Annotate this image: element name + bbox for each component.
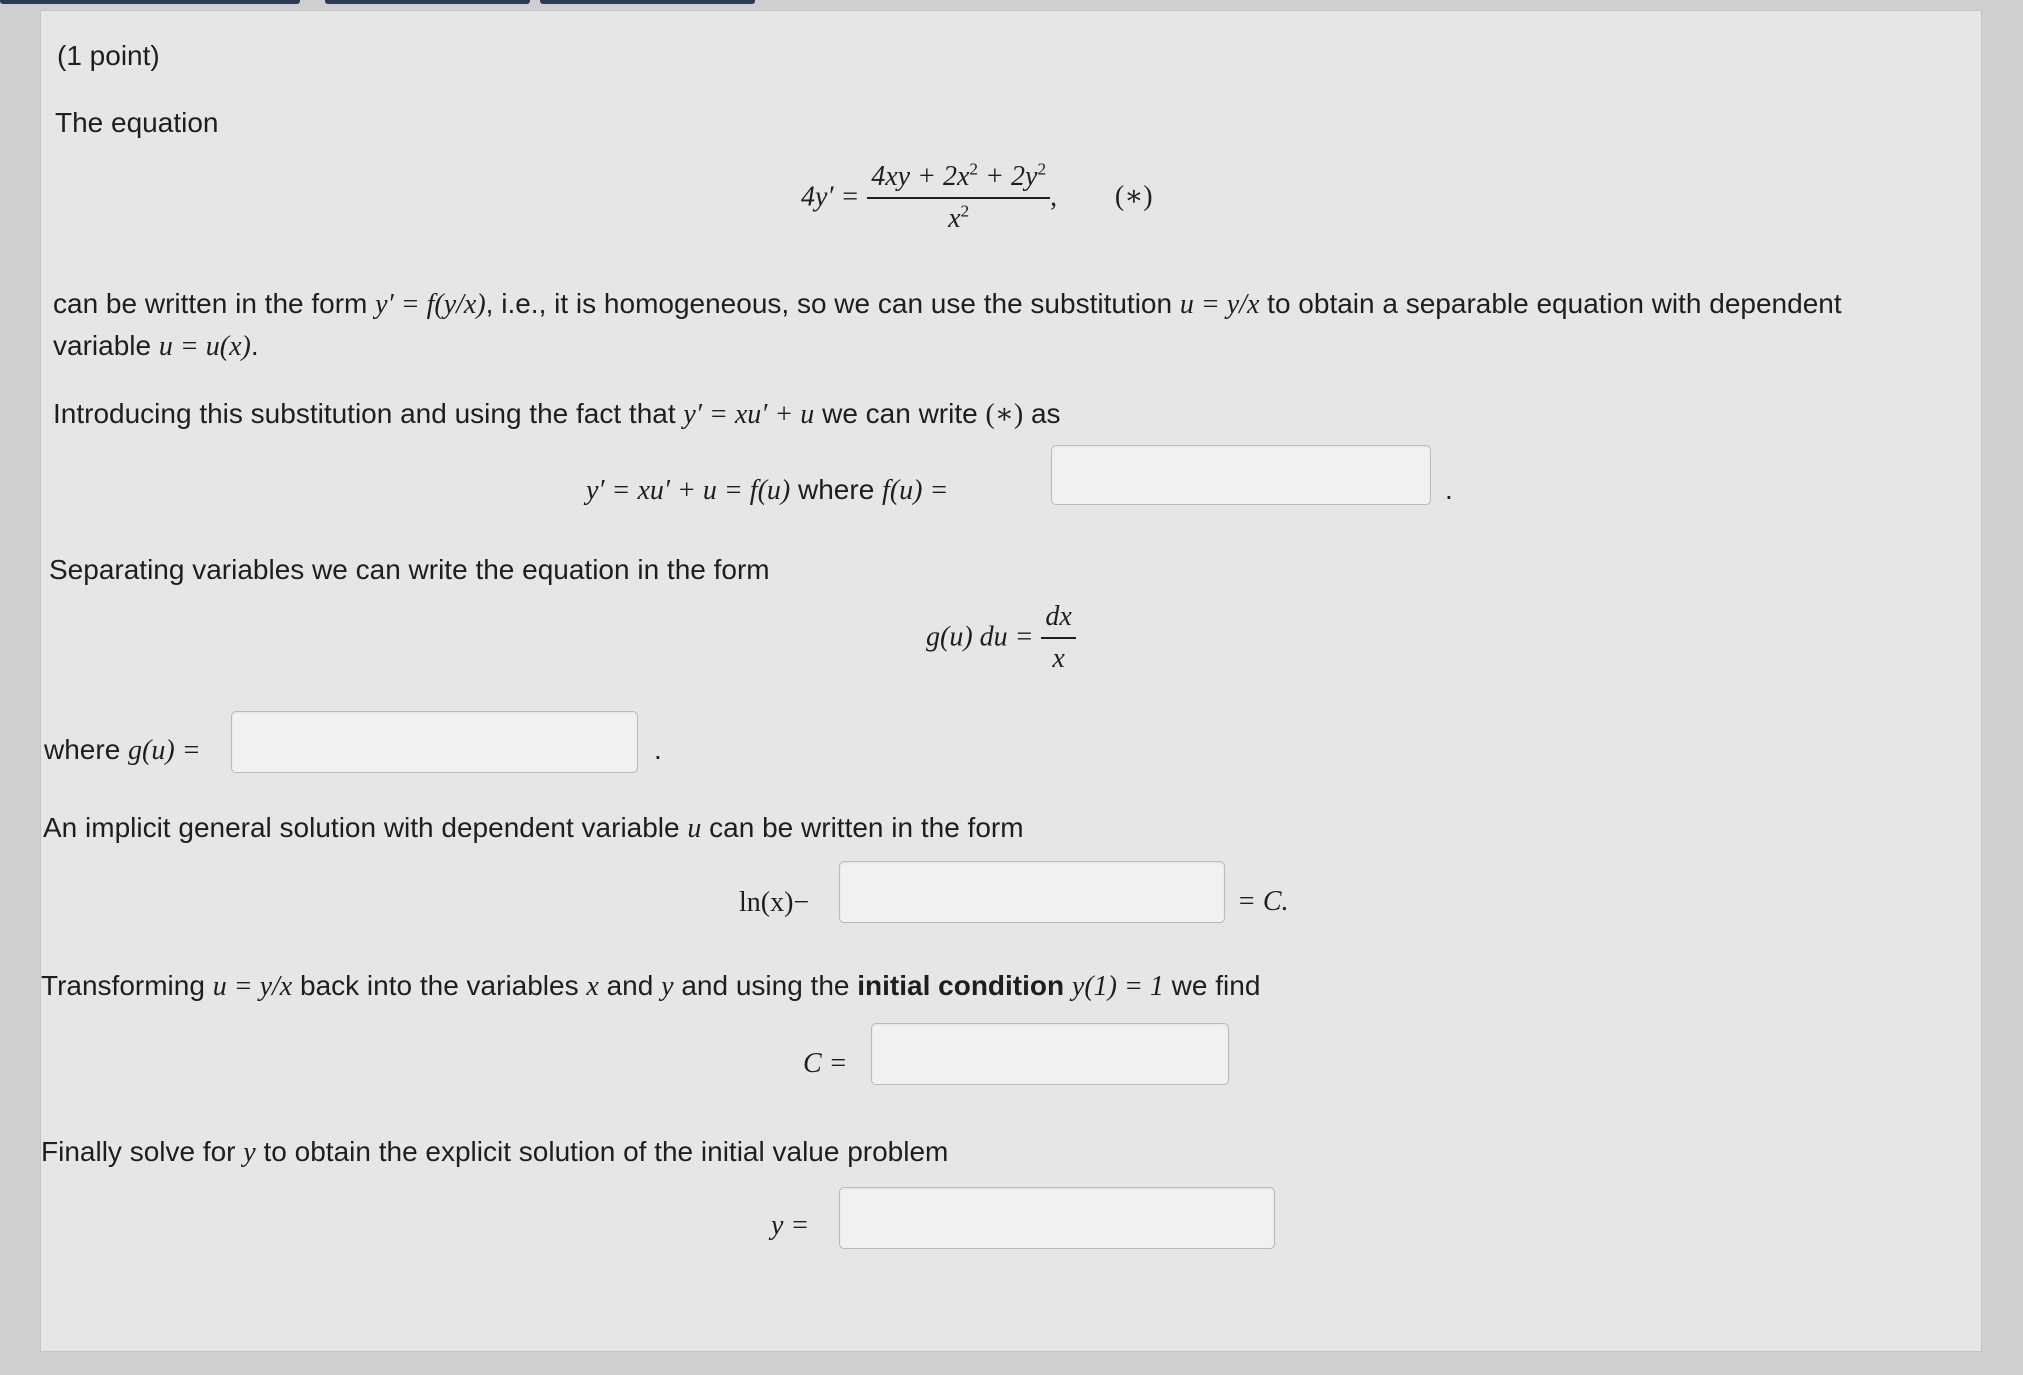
numerator-b: + 2y: [978, 161, 1038, 192]
y-answer-input[interactable]: [839, 1187, 1275, 1249]
y-label: y =: [771, 1210, 810, 1241]
exponent: 2: [1037, 159, 1047, 179]
numerator: dx: [1041, 601, 1075, 639]
text-span: as: [1023, 398, 1061, 429]
text-span: .: [250, 330, 259, 361]
math-span: y(1) = 1: [1071, 971, 1164, 1002]
paragraph-separating: Separating variables we can write the equation in the form: [49, 554, 770, 585]
text-span: Introducing this substitution and using the fact that: [53, 398, 684, 429]
text-span: can be written in the form: [701, 812, 1024, 843]
math-span: g(u) du =: [926, 621, 1034, 653]
math-span: y′ = xu′ + u = f(u): [586, 475, 791, 506]
paragraph-implicit: [43, 811, 1024, 846]
math-span: (∗): [985, 399, 1024, 430]
exponent: 2: [969, 159, 979, 179]
math-span: y: [661, 971, 674, 1002]
points-label: (1 point): [57, 40, 160, 71]
text-span: we can write: [814, 398, 986, 429]
math-span: x: [586, 971, 599, 1002]
g-u-answer-input[interactable]: [231, 711, 638, 773]
text-span: [1064, 970, 1072, 1001]
text-span: back into the variables: [292, 970, 587, 1001]
text-span: Finally solve for: [41, 1136, 244, 1167]
implicit-solution-answer-input[interactable]: [839, 861, 1225, 923]
text-span: , i.e., it is homogeneous, so we can use the substitution: [485, 288, 1180, 319]
equation-tag: (∗): [1114, 181, 1153, 213]
math-span: y′ = f(y/x): [375, 289, 486, 320]
paragraph-substitution: [53, 397, 1061, 432]
dx-over-x-fraction: [1041, 601, 1075, 675]
equation-f: [586, 473, 948, 508]
bold-text-span: initial condition: [857, 970, 1065, 1001]
period: .: [1445, 474, 1453, 505]
problem-panel: [40, 10, 1982, 1352]
text-span: and: [598, 970, 662, 1001]
text-span: can be written in the form: [53, 288, 376, 319]
c-answer-input[interactable]: [871, 1023, 1229, 1085]
math-span: u = y/x: [1179, 289, 1260, 320]
paragraph-transforming: [41, 969, 1260, 1004]
paragraph-homogeneous-cont: [53, 329, 259, 364]
implicit-lhs: [739, 885, 809, 920]
intro-text: The equation: [55, 107, 219, 138]
text-span: variable: [53, 330, 159, 361]
text-span: and using the: [673, 970, 858, 1001]
math-span: g(u) =: [128, 735, 201, 766]
comma: ,: [1050, 181, 1058, 213]
tab-indicator: [325, 0, 530, 4]
implicit-rhs: = C.: [1237, 886, 1289, 917]
f-u-answer-input[interactable]: [1051, 445, 1431, 505]
c-label: C =: [803, 1048, 848, 1079]
math-span: ln(x)−: [739, 887, 810, 918]
text-span: to obtain the explicit solution of the initial value problem: [255, 1136, 949, 1167]
where-g-label: [44, 733, 201, 768]
text-span: Transforming: [41, 970, 213, 1001]
denominator: x: [1052, 643, 1065, 674]
text-span: we find: [1163, 970, 1261, 1001]
main-equation-fraction: [867, 161, 1050, 235]
text-span: to obtain a separable equation with dependent: [1259, 288, 1842, 319]
paragraph-homogeneous: [53, 287, 1842, 322]
numerator-a: 4xy + 2x: [871, 161, 970, 192]
math-span: y: [243, 1137, 256, 1168]
tab-indicator: [540, 0, 755, 4]
main-equation: [801, 161, 1153, 235]
main-equation-lhs: 4y′ =: [801, 181, 860, 213]
math-span: y′ = xu′ + u: [683, 399, 815, 430]
text-span: where: [44, 734, 129, 765]
tab-indicator: [0, 0, 300, 4]
period: .: [654, 734, 662, 765]
math-span: f(u) =: [882, 475, 949, 506]
text-span: where: [790, 474, 883, 505]
paragraph-finally: [41, 1135, 948, 1170]
math-span: u = u(x): [158, 331, 251, 362]
text-span: An implicit general solution with dependent variable: [43, 812, 688, 843]
math-span: u: [687, 813, 702, 844]
equation-separable: [926, 601, 1076, 675]
top-tab-strip: [0, 0, 800, 5]
math-span: u = y/x: [212, 971, 293, 1002]
denominator: x: [948, 203, 961, 234]
exponent: 2: [960, 201, 970, 221]
